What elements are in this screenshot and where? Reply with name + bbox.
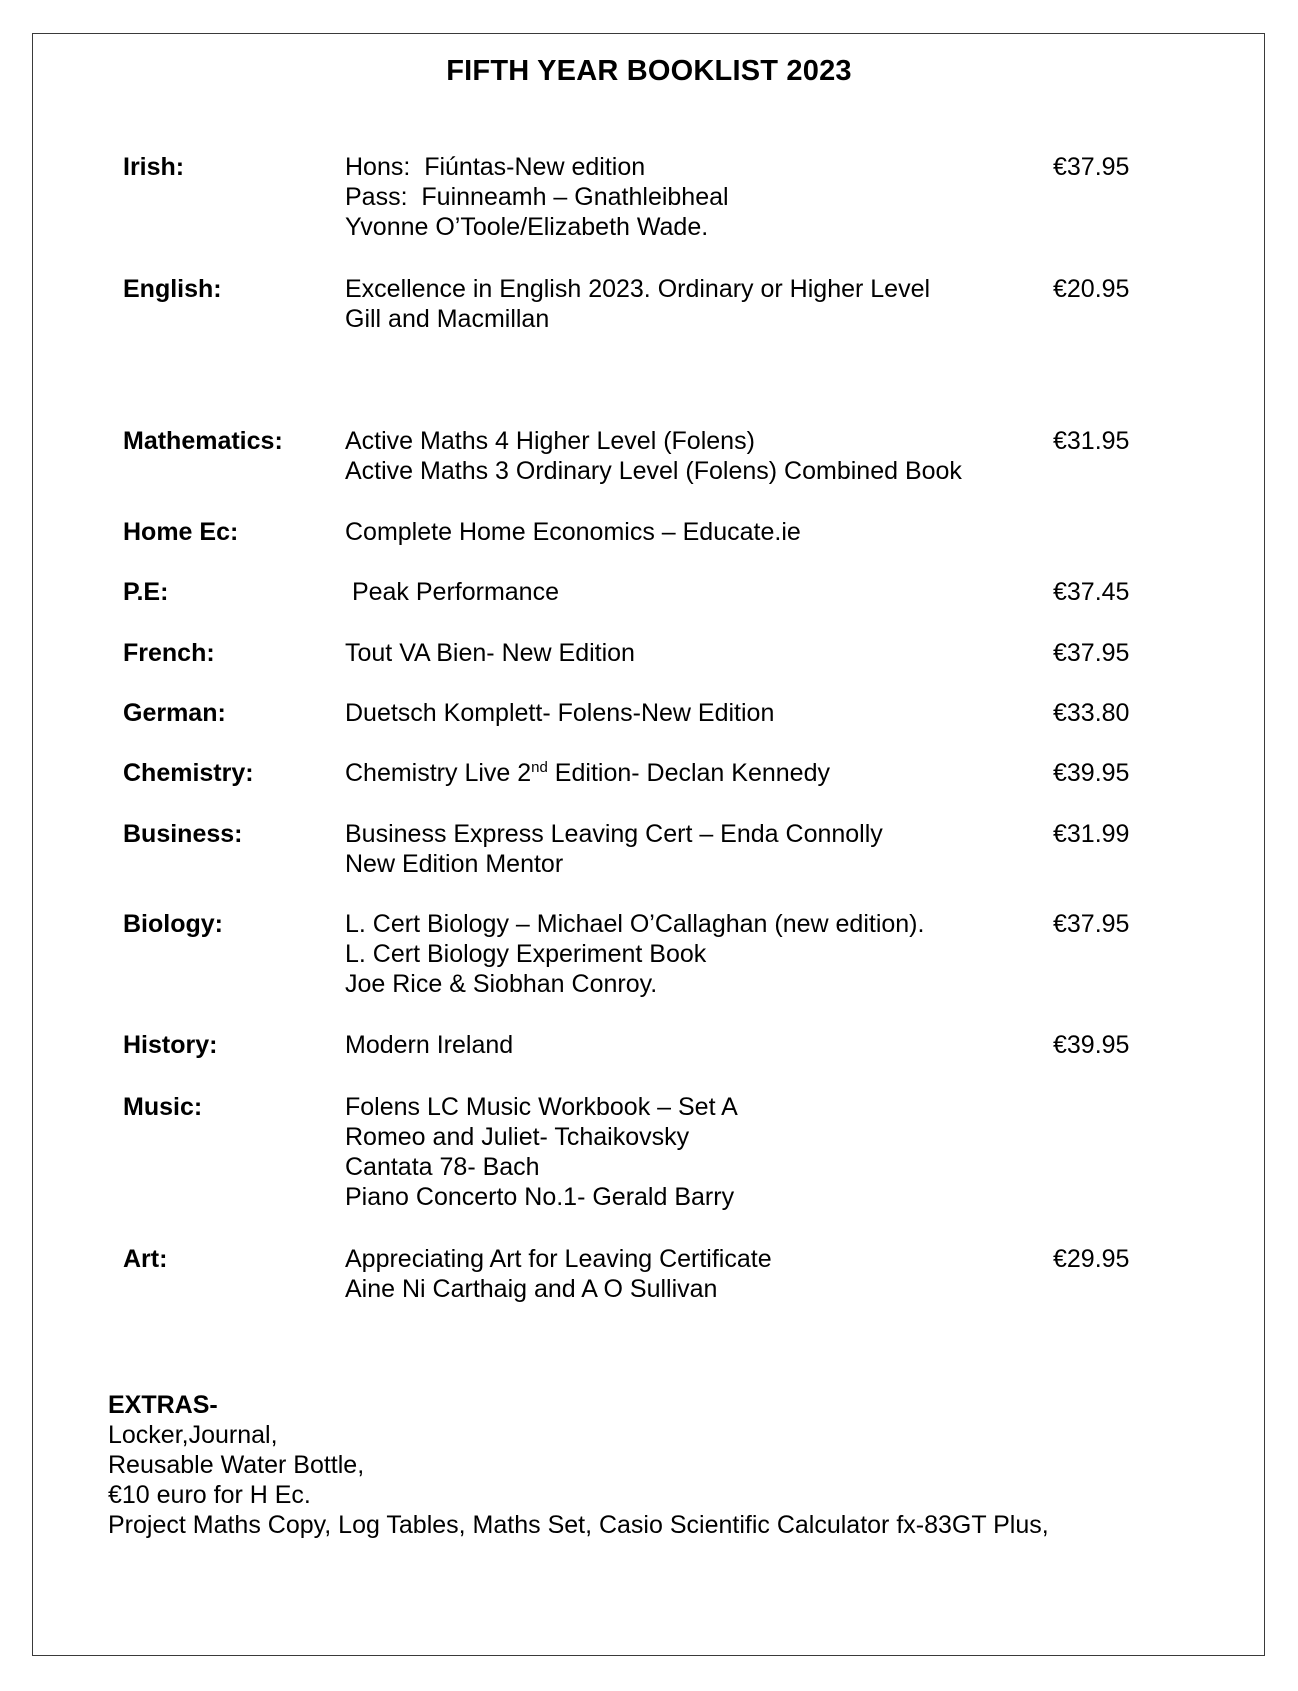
price: €29.95	[1053, 1245, 1130, 1273]
subject-label: P.E:	[123, 578, 169, 606]
book-line: L. Cert Biology Experiment Book	[345, 940, 707, 968]
book-details	[345, 274, 930, 334]
extras-heading: EXTRAS-	[108, 1391, 218, 1419]
price: €39.95	[1053, 1031, 1130, 1059]
price: €31.95	[1053, 427, 1130, 455]
book-line: Peak Performance	[345, 578, 559, 606]
book-line: Joe Rice & Siobhan Conroy.	[345, 970, 658, 998]
price: €37.45	[1053, 578, 1130, 606]
book-line	[345, 758, 830, 788]
book-details	[345, 638, 635, 668]
book-line: Gill and Macmillan	[345, 305, 550, 333]
subject-label: Irish:	[123, 153, 185, 181]
subject-label: Art:	[123, 1245, 168, 1273]
extras-section	[108, 1390, 1049, 1540]
book-details	[345, 517, 801, 547]
book-details	[345, 698, 774, 728]
price: €31.99	[1053, 820, 1130, 848]
book-line: New Edition Mentor	[345, 850, 564, 878]
book-line: Modern Ireland	[345, 1031, 514, 1059]
book-details	[345, 1244, 772, 1304]
price: €20.95	[1053, 275, 1130, 303]
book-details	[345, 426, 962, 486]
book-line: Pass: Fuinneamh – Gnathleibheal	[345, 183, 729, 211]
book-details	[345, 1030, 513, 1060]
extras-line: Locker,Journal,	[108, 1421, 278, 1449]
book-line: Excellence in English 2023. Ordinary or Higher Level	[345, 275, 931, 303]
book-line: Active Maths 3 Ordinary Level (Folens) Combined Book	[345, 457, 962, 485]
book-details	[345, 758, 830, 788]
book-line: Active Maths 4 Higher Level (Folens)	[345, 427, 755, 455]
book-line: L. Cert Biology – Michael O’Callaghan (new edition).	[345, 910, 925, 938]
subject-label: Chemistry:	[123, 759, 254, 787]
book-details	[345, 819, 883, 879]
book-line: Yvonne O’Toole/Elizabeth Wade.	[345, 213, 709, 241]
book-line: Folens LC Music Workbook – Set A	[345, 1093, 738, 1121]
book-title-part: Chemistry Live 2	[345, 759, 532, 787]
extras-line: Project Maths Copy, Log Tables, Maths Set, Casio Scientific Calculator fx-83GT Plus,	[108, 1511, 1049, 1539]
book-line: Duetsch Komplett- Folens-New Edition	[345, 699, 775, 727]
page-title: FIFTH YEAR BOOKLIST 2023	[446, 55, 852, 87]
book-line: Romeo and Juliet- Tchaikovsky	[345, 1123, 690, 1151]
subject-label: History:	[123, 1031, 218, 1059]
book-details	[345, 577, 559, 607]
subject-label: German:	[123, 699, 226, 727]
book-line: Complete Home Economics – Educate.ie	[345, 518, 801, 546]
subject-label: Business:	[123, 820, 243, 848]
book-title-part: Edition- Declan Kennedy	[547, 759, 830, 787]
extras-line: Reusable Water Bottle,	[108, 1451, 365, 1479]
book-line: Piano Concerto No.1- Gerald Barry	[345, 1183, 735, 1211]
price: €39.95	[1053, 759, 1130, 787]
book-line: Tout VA Bien- New Edition	[345, 639, 635, 667]
subject-label: Mathematics:	[123, 427, 283, 455]
book-line: Business Express Leaving Cert – Enda Connolly	[345, 820, 883, 848]
price: €37.95	[1053, 639, 1130, 667]
subject-label: English:	[123, 275, 222, 303]
price: €37.95	[1053, 910, 1130, 938]
book-line: Cantata 78- Bach	[345, 1153, 540, 1181]
book-line: Hons: Fiúntas-New edition	[345, 153, 646, 181]
book-line: Aine Ni Carthaig and A O Sullivan	[345, 1275, 718, 1303]
book-details	[345, 909, 924, 999]
subject-label: Biology:	[123, 910, 223, 938]
price: €37.95	[1053, 153, 1130, 181]
book-line: Appreciating Art for Leaving Certificate	[345, 1245, 772, 1273]
subject-label: Music:	[123, 1093, 203, 1121]
ordinal-superscript: nd	[531, 759, 548, 776]
subject-label: Home Ec:	[123, 518, 239, 546]
book-details	[345, 152, 729, 242]
book-details	[345, 1092, 738, 1212]
subject-label: French:	[123, 639, 215, 667]
price: €33.80	[1053, 699, 1130, 727]
extras-line: €10 euro for H Ec.	[108, 1481, 311, 1509]
